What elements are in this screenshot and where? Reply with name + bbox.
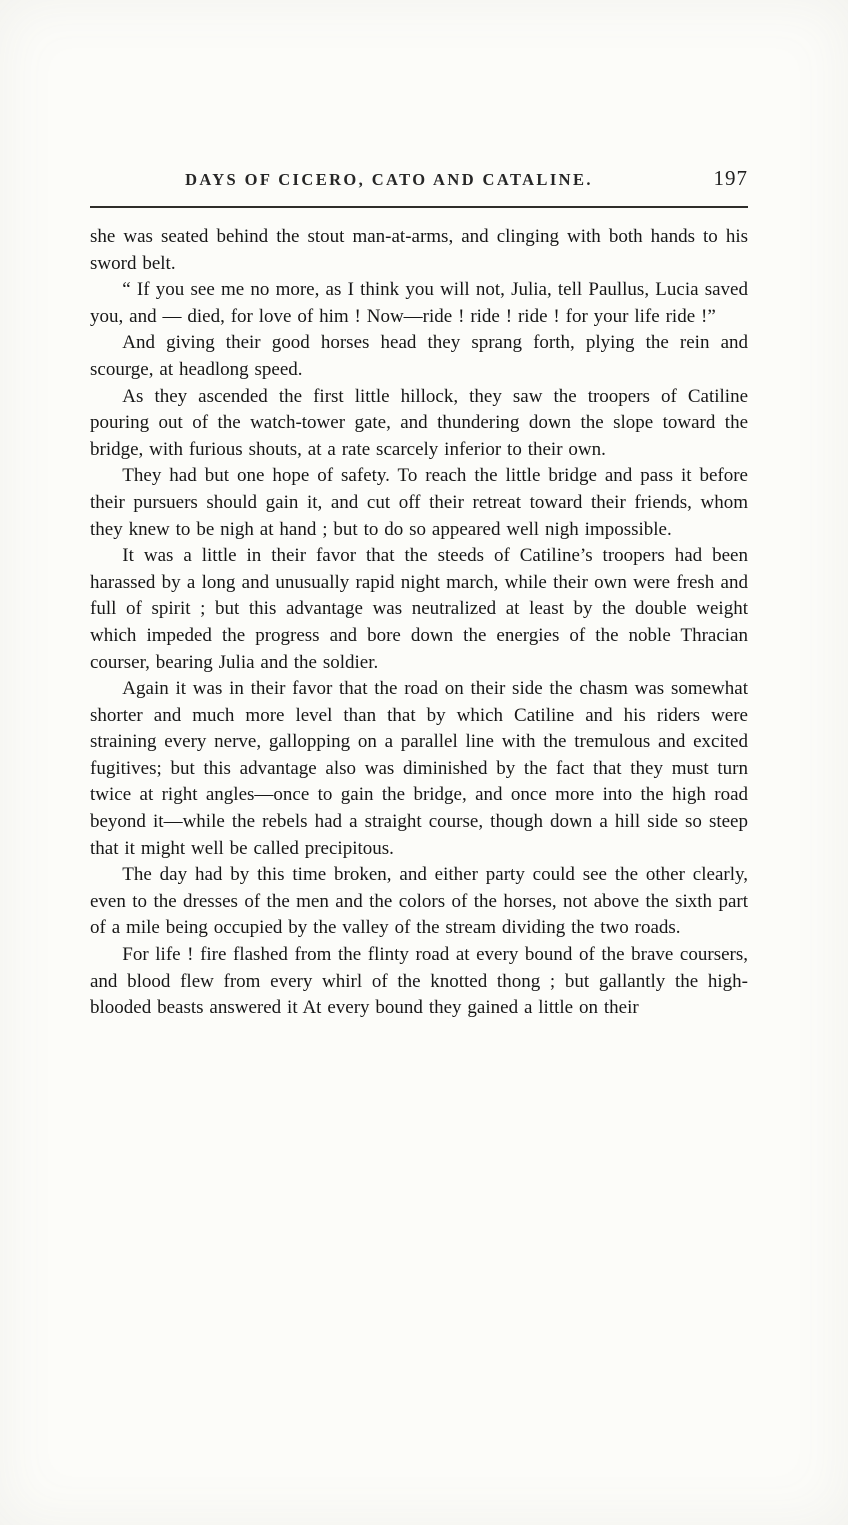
paragraph: For life ! fire flashed from the flinty road at every bound of the brave coursers, and blood flew from every whirl of the knotted thong ; but gallantly the high-blooded beasts answered it At every bound they gained a little on their bbox=[90, 944, 748, 1019]
paragraph: And giving their good horses head they sprang forth, plying the rein and scourge, at headlong speed. bbox=[90, 332, 748, 380]
running-header-title: DAYS OF CICERO, CATO AND CATALINE. bbox=[185, 170, 593, 189]
page-body bbox=[90, 224, 748, 1022]
header-rule bbox=[90, 206, 748, 208]
paragraph: Again it was in their favor that the road on their side the chasm was somewhat shorter and much more level than that by which Catiline and his riders were straining every nerve, gallopping on a parallel line with the tremulous and excited fugitives; but this advantage also was diminished by the fact that they must turn twice at right angles—once to gain the bridge, and once more into the high road beyond it—while the rebels had a straight course, though down a hill side so steep that it might well be called precipitous. bbox=[90, 678, 748, 859]
paragraph: They had but one hope of safety. To reach the little bridge and pass it before their pursuers should gain it, and cut off their retreat toward their friends, whom they knew to be nigh at hand ; but to do so appeared well nigh impossible. bbox=[90, 465, 748, 540]
paragraph: As they ascended the first little hillock, they saw the troopers of Catiline pouring out of the watch-tower gate, and thundering down the slope toward the bridge, with furious shouts, at a rate scarcely inferior to their own. bbox=[90, 385, 748, 460]
paragraph: It was a little in their favor that the steeds of Catiline’s troopers had been harassed by a long and unusually rapid night march, while their own were fresh and full of spirit ; but this advantage was neutralized at least by the double weight which impeded the progress and bore down the energies of the noble Thracian courser, bearing Julia and the soldier. bbox=[90, 545, 748, 673]
paragraph: “ If you see me no more, as I think you will not, Julia, tell Paullus, Lucia saved you, and — died, for love of him ! Now—ride ! ride ! ride ! for your life ride !” bbox=[90, 279, 748, 327]
paragraph: she was seated behind the stout man-at-arms, and clinging with both hands to his sword belt. bbox=[90, 226, 748, 274]
text-block bbox=[90, 166, 748, 1022]
running-header bbox=[90, 166, 748, 198]
paragraph: The day had by this time broken, and either party could see the other clearly, even to the dresses of the men and the colors of the horses, not above the sixth part of a mile being occupied by the valley of the stream dividing the two roads. bbox=[90, 864, 748, 939]
page-number: 197 bbox=[713, 166, 748, 190]
